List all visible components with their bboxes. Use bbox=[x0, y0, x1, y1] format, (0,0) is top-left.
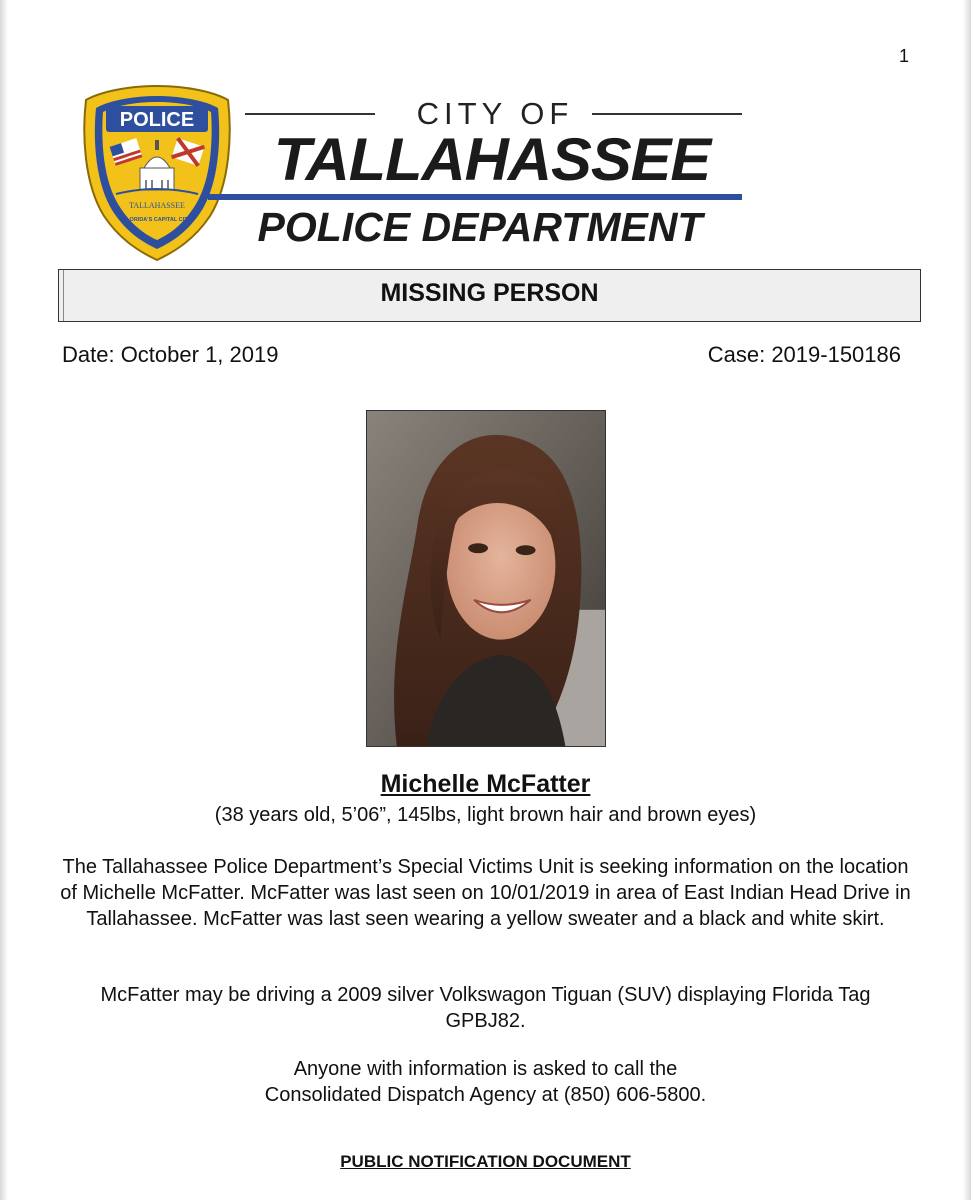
paragraph-vehicle: McFatter may be driving a 2009 silver Volkswagon Tiguan (SUV) displaying Florida Tag GPBJ82. bbox=[100, 984, 871, 1032]
document-title: MISSING PERSON bbox=[380, 279, 599, 307]
contact-line-1: Anyone with information is asked to call the bbox=[293, 1058, 678, 1080]
divider-line bbox=[592, 113, 742, 115]
city-of-heading bbox=[245, 96, 742, 130]
page-number: 1 bbox=[898, 46, 909, 66]
contact-line-2: Consolidated Dispatch Agency at (850) 606-5800. bbox=[264, 1084, 707, 1106]
report-date: Date: October 1, 2019 bbox=[62, 342, 279, 367]
city-of-text: CITY OF bbox=[416, 96, 574, 131]
person-description: (38 years old, 5’06”, 145lbs, light brown hair and brown eyes) bbox=[214, 804, 757, 826]
city-name-heading: TALLAHASSEE bbox=[273, 126, 711, 193]
police-badge-logo bbox=[82, 84, 232, 262]
badge-city-text: TALLAHASSEE bbox=[129, 201, 185, 210]
missing-person-photo bbox=[366, 410, 606, 747]
paragraph-last-seen: The Tallahassee Police Department’s Special Victims Unit is seeking information on the location of Michelle McFatter. McFatter was last seen on 10/01/2019 in area of East Indian Head Drive in Tallahassee. McFatter was last seen wearing a yellow sweater and a black and white skirt. bbox=[60, 856, 911, 930]
badge-tagline-text: FLORIDA'S CAPITAL CITY bbox=[122, 217, 192, 223]
page-edge-shadow-left bbox=[0, 0, 8, 1200]
document-title-box bbox=[58, 269, 921, 322]
page-edge-shadow-right bbox=[963, 0, 971, 1200]
department-heading: POLICE DEPARTMENT bbox=[257, 204, 703, 250]
person-name: Michelle McFatter bbox=[380, 770, 591, 798]
footer-title: PUBLIC NOTIFICATION DOCUMENT bbox=[340, 1152, 631, 1171]
badge-police-text: POLICE bbox=[119, 109, 195, 131]
paragraph-contact bbox=[60, 1056, 911, 1108]
blue-divider bbox=[208, 194, 742, 200]
case-number: Case: 2019-150186 bbox=[707, 342, 901, 367]
divider-line bbox=[245, 113, 375, 115]
